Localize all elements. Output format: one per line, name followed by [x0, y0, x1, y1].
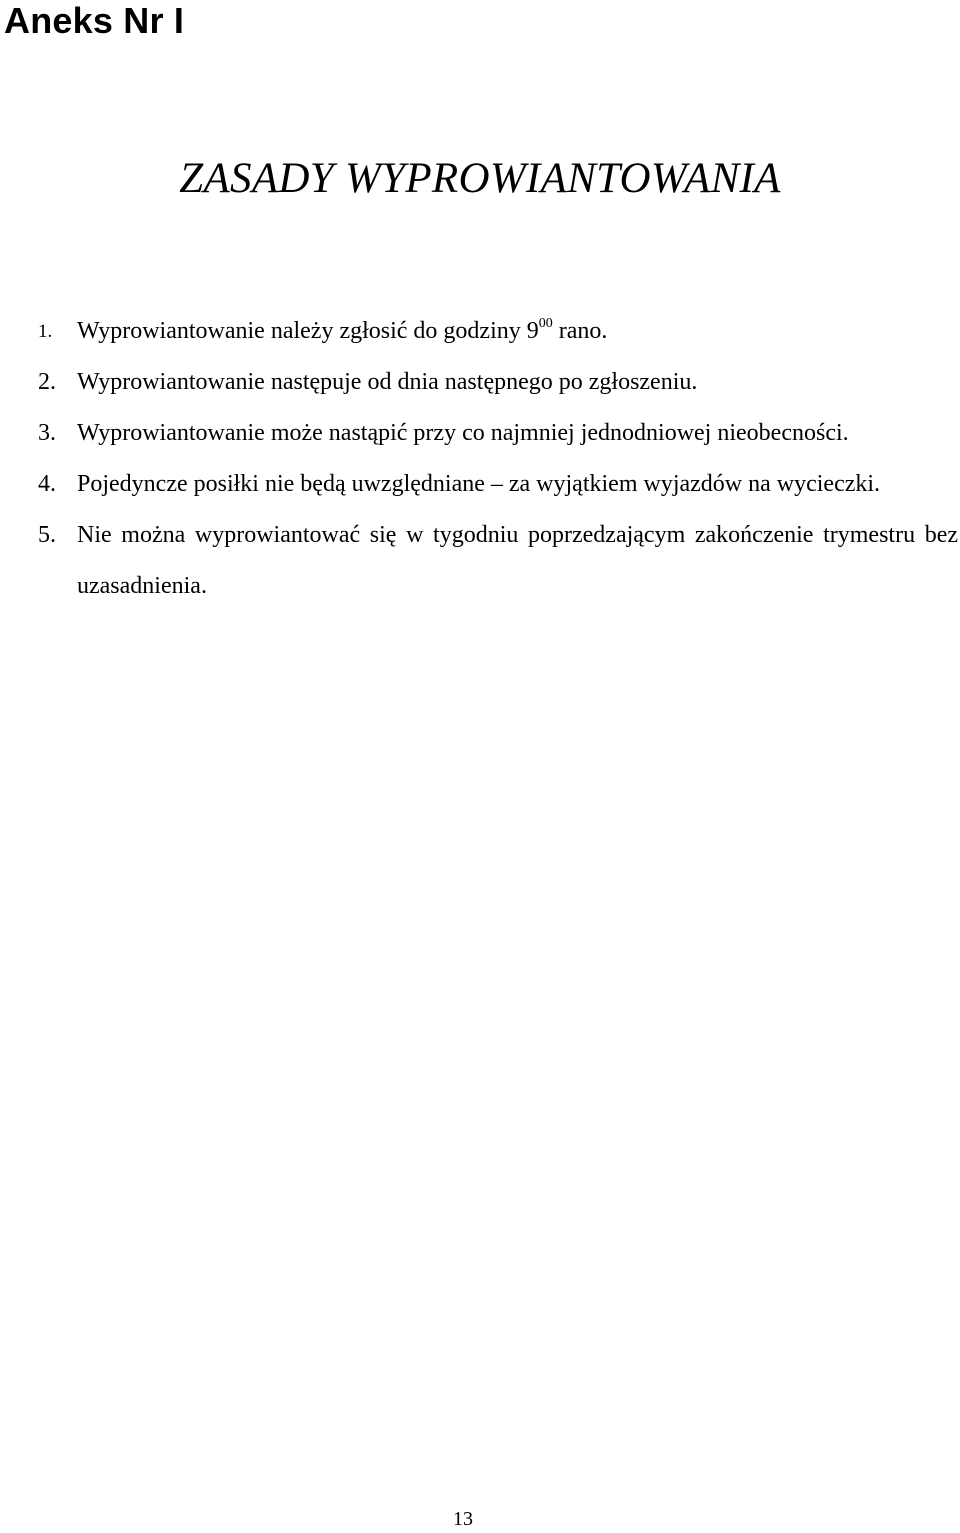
rule-item-1 [0, 306, 958, 357]
main-title: ZASADY WYPROWIANTOWANIA [179, 155, 781, 202]
rules-list [0, 306, 958, 612]
rule-item-4 [0, 459, 958, 510]
rule-text: Pojedyncze posiłki nie będą uwzględniane – za wyjątkiem wyjazdów na wycieczki. [77, 471, 881, 497]
page-number: 13 [453, 1508, 473, 1530]
rule-text: Wyprowiantowanie należy zgłosić do godziny 9 [77, 318, 539, 344]
rule-text: Wyprowiantowanie następuje od dnia następnego po zgłoszeniu. [77, 369, 698, 395]
rule-text: Nie można wyprowiantować się w tygodniu poprzedzającym zakończenie trymestru bez uzasadnienia. [77, 522, 958, 599]
rule-number: 5. [38, 522, 56, 548]
rule-time-superscript: 00 [538, 316, 553, 331]
rule-text: Wyprowiantowanie może nastąpić przy co najmniej jednodniowej nieobecności. [77, 420, 849, 446]
rule-item-3 [0, 408, 958, 459]
rule-number: 1. [38, 321, 53, 342]
rule-number: 3. [38, 420, 56, 446]
annex-title: Aneks Nr I [4, 0, 185, 41]
rule-number: 2. [38, 369, 56, 395]
rule-text-end: rano. [552, 318, 608, 344]
rule-item-5 [0, 510, 958, 612]
rule-item-2 [0, 357, 958, 408]
rule-number: 4. [38, 471, 56, 497]
